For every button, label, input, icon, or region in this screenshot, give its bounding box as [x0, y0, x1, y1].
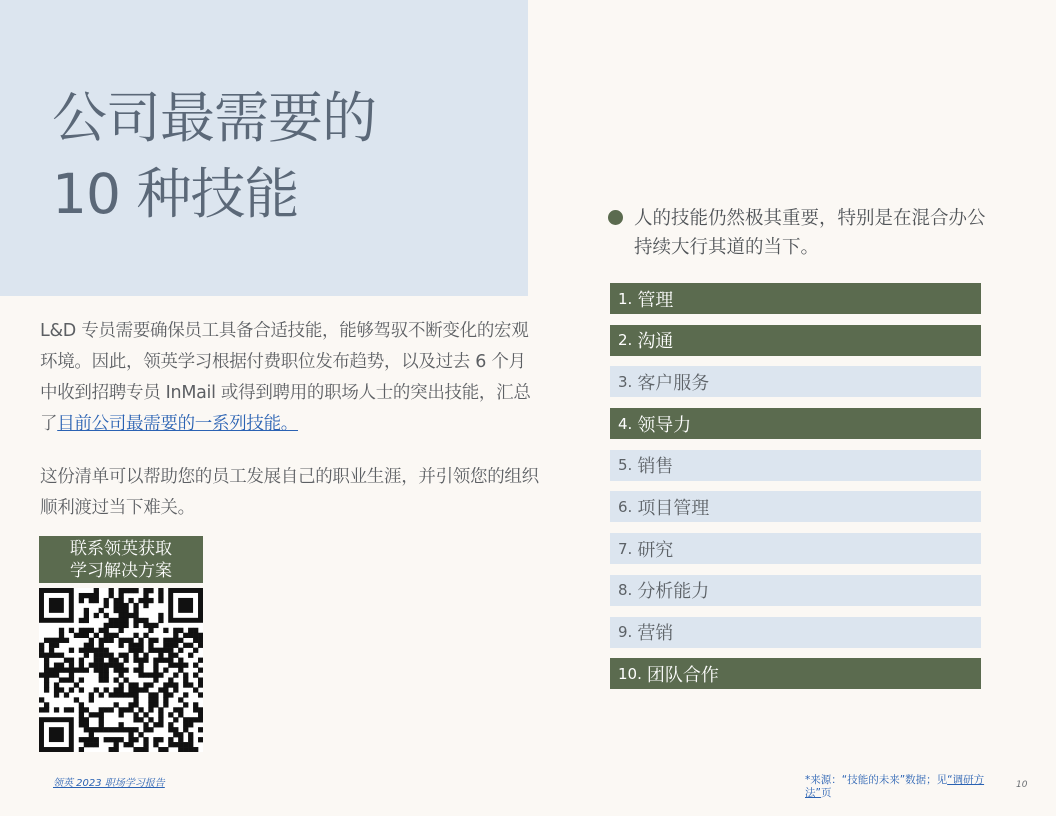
report-footer-link[interactable]: 领英 2023 职场学习报告	[53, 778, 165, 789]
intro-paragraph	[40, 316, 540, 440]
qr-code-graphic	[39, 588, 203, 752]
page-title-line-1: 公司最需要的	[52, 86, 377, 150]
methodology-link[interactable]: “调研方法”	[805, 774, 985, 799]
skill-item: 1. 管理	[610, 283, 981, 314]
contact-linkedin-button[interactable]	[39, 536, 203, 583]
bullet-text: 人的技能仍然极其重要，特别是在混合办公持续大行其道的当下。	[634, 208, 986, 258]
cta-line-2: 学习解决方案	[70, 560, 172, 581]
skill-item: 6. 项目管理	[610, 491, 981, 522]
summary-paragraph: 这份清单可以帮助您的员工发展自己的职业生涯，并引领您的组织顺利渡过当下难关。	[40, 467, 539, 518]
page-number: 10	[1016, 780, 1028, 790]
source-footnote: *来源：“技能的未来”数据；见“调研方法”页	[805, 774, 985, 799]
cta-line-1: 联系领英获取	[70, 538, 172, 559]
skills-list-link[interactable]: 目前公司最需要的一系列技能。	[57, 414, 299, 434]
page-title	[52, 80, 376, 232]
skill-item: 4. 领导力	[610, 408, 981, 439]
skill-item: 3. 客户服务	[610, 366, 981, 397]
intro-text: L&D 专员需要确保员工具备合适技能，能够驾驭不断变化的宏观环境。因此，领英学习根据付费职位发布趋势，以及过去 6 个月中收到招聘专员 InMail 或得到聘用的职场人士的突出技能，汇总了	[40, 321, 531, 434]
skill-item: 5. 销售	[610, 450, 981, 481]
bullet-dot-icon	[608, 210, 623, 225]
title-panel	[0, 0, 528, 296]
skill-item: 2. 沟通	[610, 325, 981, 356]
skill-item: 8. 分析能力	[610, 575, 981, 606]
qr-code[interactable]	[39, 588, 203, 752]
skill-item: 9. 营销	[610, 617, 981, 648]
skill-item: 7. 研究	[610, 533, 981, 564]
page-title-line-2: 10 种技能	[52, 162, 299, 226]
top-skills-list	[610, 283, 981, 700]
bullet-callout	[608, 204, 988, 262]
skill-item: 10. 团队合作	[610, 658, 981, 689]
